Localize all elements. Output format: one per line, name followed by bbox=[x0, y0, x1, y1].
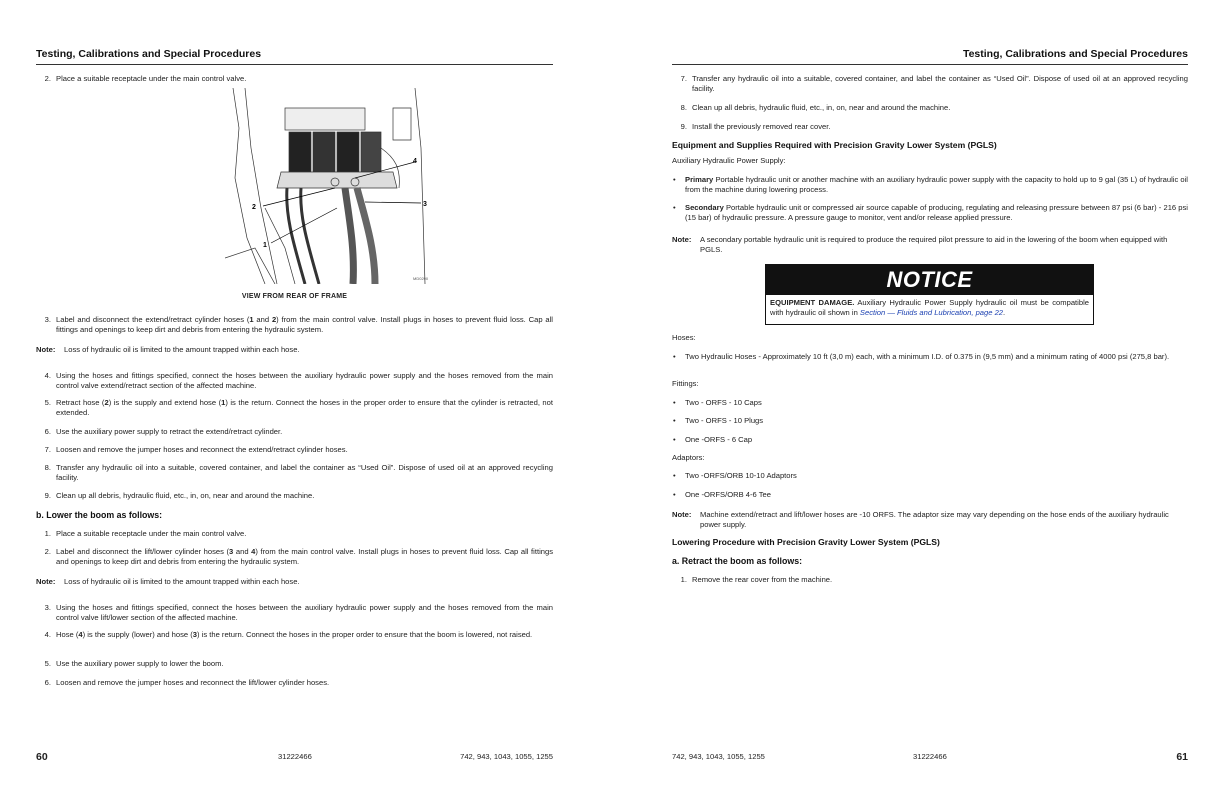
hydraulic-valve-figure bbox=[225, 88, 433, 284]
heading-lowering-procedure: Lowering Procedure with Precision Gravity Lower System (PGLS) bbox=[672, 537, 940, 547]
step-2: 2. Place a suitable receptacle under the main control valve. bbox=[44, 74, 247, 83]
list-item: • Two -ORFS/ORB 10-10 Adaptors bbox=[673, 471, 797, 480]
callout-4: 4 bbox=[413, 158, 417, 165]
hoses-label: Hoses: bbox=[672, 333, 696, 342]
step-5b: 5. Use the auxiliary power supply to lower the boom. bbox=[44, 659, 224, 668]
right-page bbox=[672, 0, 1188, 792]
step-4b: 4. Hose (4) is the supply (lower) and hose (3) is the return. Connect the hoses in the proper order to ensure that the boom is lowered, not raised. bbox=[44, 630, 533, 639]
step-6: 6. Use the auxiliary power supply to retract the extend/retract cylinder. bbox=[44, 427, 283, 436]
document-number: 31222466 bbox=[913, 752, 947, 761]
heading-lower-boom: b. Lower the boom as follows: bbox=[36, 510, 163, 520]
step-3b: 3. Using the hoses and fittings specified, connect the hoses between the auxiliary hydraulic power supply and the hoses removed from the main control valve lift/lower section of the affected machine. bbox=[44, 603, 553, 622]
callout-3: 3 bbox=[423, 201, 427, 208]
step-6b: 6. Loosen and remove the jumper hoses and reconnect the lift/lower cylinder hoses. bbox=[44, 678, 330, 687]
notice-body: EQUIPMENT DAMAGE. Auxiliary Hydraulic Power Supply hydraulic oil must be compatible with hydraulic oil shown in Section — Fluids and Lubrication, page 22. bbox=[770, 298, 1089, 317]
left-page bbox=[36, 0, 553, 792]
note-hydraulic-loss: Note: Loss of hydraulic oil is limited to the amount trapped within each hose. bbox=[36, 345, 300, 354]
page-header: Testing, Calibrations and Special Procedures bbox=[962, 48, 1188, 60]
bullet-primary: • Primary Portable hydraulic unit or another machine with an auxiliary hydraulic power supply with the capacity to hold up to 9 gal (35 L) of hydraulic oil from the machine during lowering process. bbox=[673, 175, 1188, 194]
step-8: 8. Transfer any hydraulic oil into a suitable, covered container, and label the container as “Used Oil”. Dispose of used oil at an approved recycling facility. bbox=[44, 463, 553, 482]
step-7: 7. Transfer any hydraulic oil into a suitable, covered container, and label the container as “Used Oil”. Dispose of used oil at an approved recycling facility. bbox=[680, 74, 1188, 93]
figure-caption: VIEW FROM REAR OF FRAME bbox=[241, 293, 348, 300]
list-item: • Two - ORFS - 10 Plugs bbox=[673, 416, 764, 425]
step-5: 5. Retract hose (2) is the supply and extend hose (1) is the return. Connect the hoses in the proper order to ensure that the cylinder is retracted, not extended. bbox=[44, 398, 553, 417]
step-8: 8. Clean up all debris, hydraulic fluid, etc., in, on, near and around the machine. bbox=[680, 103, 951, 112]
notice-box bbox=[765, 264, 1094, 325]
heading-equipment: Equipment and Supplies Required with Precision Gravity Lower System (PGLS) bbox=[672, 140, 997, 150]
step-2b: 2. Label and disconnect the lift/lower cylinder hoses (3 and 4) from the main control valve. Install plugs in hoses to prevent fluid loss. Cap all fittings and openings to keep dirt and debris from entering the hydraulic system. bbox=[44, 547, 553, 566]
step-1b: 1. Place a suitable receptacle under the main control valve. bbox=[44, 529, 247, 538]
note-secondary-unit: Note: A secondary portable hydraulic unit is required to produce the required pilot pressure to aid in the lowering of the boom when equipped with PGLS. bbox=[672, 235, 1168, 254]
adaptors-label: Adaptors: bbox=[672, 453, 705, 462]
header-rule bbox=[672, 64, 1188, 65]
page-number: 60 bbox=[36, 751, 48, 763]
step-1: 1. Remove the rear cover from the machine. bbox=[680, 575, 833, 584]
bullet-hoses: • Two Hydraulic Hoses - Approximately 10 ft (3,0 m) each, with a minimum I.D. of 0.375 in (9,5 mm) and a minimum rating of 4000 psi (275,8 bar). bbox=[673, 352, 1170, 361]
list-item: • One -ORFS - 6 Cap bbox=[673, 435, 753, 444]
page-header: Testing, Calibrations and Special Procedures bbox=[36, 48, 262, 60]
page-number: 61 bbox=[1176, 751, 1188, 763]
valve-illustration bbox=[225, 88, 433, 284]
note-hydraulic-loss-2: Note: Loss of hydraulic oil is limited to the amount trapped within each hose. bbox=[36, 577, 300, 586]
list-item: • One -ORFS/ORB 4-6 Tee bbox=[673, 490, 771, 499]
step-4: 4. Using the hoses and fittings specified, connect the hoses between the auxiliary hydraulic power supply and the hoses removed from the main control valve extend/retract section of the affected machine. bbox=[44, 371, 553, 390]
step-9: 9. Clean up all debris, hydraulic fluid, etc., in, on, near and around the machine. bbox=[44, 491, 315, 500]
note-orfs-hoses: Note: Machine extend/retract and lift/lower hoses are -10 ORFS. The adaptor size may vary depending on the hose ends of the auxiliary hydraulic power supply. bbox=[672, 510, 1169, 529]
bullet-secondary: • Secondary Portable hydraulic unit or compressed air source capable of producing, regulating and releasing pressure between 87 psi (6 bar) - 216 psi (15 bar) of hydraulic pressure. A pressure gauge to monitor, vent and/or release applied pressure. bbox=[673, 203, 1188, 222]
callout-2: 2 bbox=[252, 204, 256, 211]
list-item: • Two - ORFS - 10 Caps bbox=[673, 398, 762, 407]
model-list: 742, 943, 1043, 1055, 1255 bbox=[460, 752, 553, 761]
aux-supply-label: Auxiliary Hydraulic Power Supply: bbox=[672, 156, 786, 165]
figure-code: MD0290 bbox=[413, 276, 429, 281]
heading-retract-boom: a. Retract the boom as follows: bbox=[672, 556, 803, 566]
step-3: 3. Label and disconnect the extend/retract cylinder hoses (1 and 2) from the main control valve. Install plugs in hoses to prevent fluid loss. Cap all fittings and openings to keep dirt and debris from entering the hydraulic system. bbox=[44, 315, 553, 334]
model-list: 742, 943, 1043, 1055, 1255 bbox=[672, 752, 765, 761]
step-9: 9. Install the previously removed rear cover. bbox=[680, 122, 831, 131]
fittings-label: Fittings: bbox=[672, 379, 699, 388]
document-number: 31222466 bbox=[278, 752, 312, 761]
step-7: 7. Loosen and remove the jumper hoses and reconnect the extend/retract cylinder hoses. bbox=[44, 445, 348, 454]
header-rule bbox=[36, 64, 553, 65]
notice-title: NOTICE bbox=[766, 265, 1093, 295]
callout-1: 1 bbox=[263, 242, 267, 249]
fluids-section-link[interactable]: Section — Fluids and Lubrication, page 22 bbox=[859, 308, 1004, 317]
